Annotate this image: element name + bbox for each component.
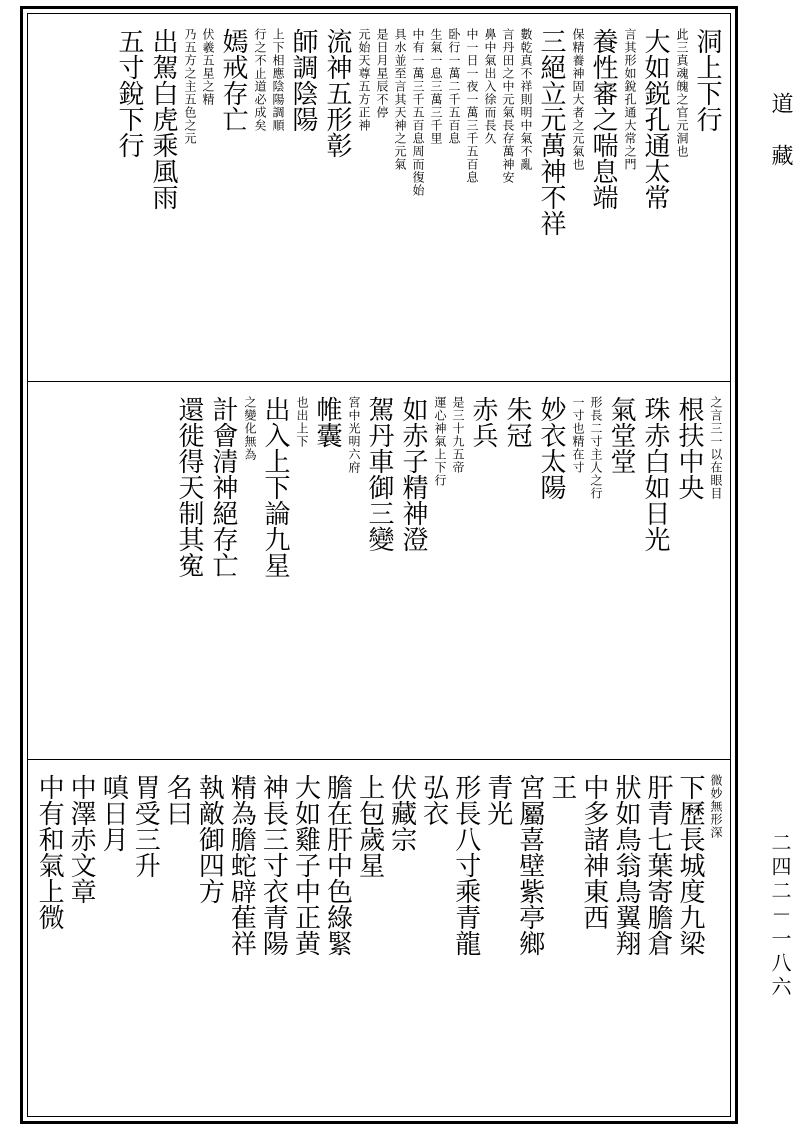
scripture-column: 三絕立元萬神不祥	[536, 28, 566, 236]
page-number: 二四二－一八六	[768, 832, 792, 1000]
text-register-bottom	[34, 774, 724, 1118]
scripture-column: 妙衣太陽	[536, 396, 566, 500]
collection-title: 道藏	[768, 92, 793, 196]
register-divider	[28, 759, 730, 760]
scripture-column: 養性審之喘息端	[588, 28, 618, 210]
scripture-column: 下歷長城度九梁	[675, 774, 706, 956]
scripture-column: 胃受三升	[130, 774, 161, 878]
scripture-column: 計會清神絕存亡	[208, 396, 238, 578]
commentary-column: 保精養神固大者之元氣也	[571, 28, 585, 171]
scripture-column: 大如雞子中正黄	[290, 774, 321, 956]
scripture-column: 肝青七葉寄膽倉	[642, 774, 673, 956]
commentary-column: 之變化無為	[243, 396, 257, 461]
commentary-column: 是日月星辰不停	[375, 28, 389, 119]
register-divider	[28, 381, 730, 382]
scripture-column: 弘衣	[418, 774, 449, 826]
scripture-column: 王	[546, 774, 577, 800]
scripture-column: 伏藏宗	[386, 774, 417, 852]
commentary-column: 形長二寸主人之行	[589, 396, 603, 500]
scripture-column: 狀如鳥翁鳥翼翔	[610, 774, 641, 956]
commentary-column: 鼻中氣出入徐而長久	[483, 28, 497, 145]
scripture-column: 流神五形彰	[322, 28, 352, 158]
scripture-column: 膽在肝中色綠緊	[322, 774, 353, 956]
commentary-column: 伏羲五星之精	[201, 28, 215, 106]
scripture-column: 氣堂堂	[606, 396, 636, 474]
scripture-column: 中澤赤文章	[66, 774, 97, 904]
scripture-column: 嫣戒存亡	[218, 28, 248, 132]
commentary-column: 也出上下	[295, 396, 309, 448]
commentary-column: 一寸也精在寸	[571, 396, 585, 474]
commentary-column: 元始天尊五方正神	[357, 28, 371, 132]
commentary-column: 宮中光明六府	[347, 396, 361, 474]
scripture-column: 出入上下論九星	[260, 396, 290, 578]
commentary-column: 言其形如銳孔通大常之門	[623, 28, 637, 171]
text-register-middle	[34, 396, 724, 752]
scripture-column: 神長三寸衣青陽	[258, 774, 289, 956]
scripture-column: 宮屬喜壁紫亭鄉	[514, 774, 545, 956]
page-frame	[20, 6, 738, 1124]
commentary-column: 乃五方之主五色之元	[183, 28, 197, 145]
scripture-column: 精為膽蛇辟萑祥	[226, 774, 257, 956]
scripture-column: 大如鋭孔通太常	[640, 28, 670, 210]
scripture-column: 師調陰陽	[288, 28, 318, 132]
commentary-column: 具水並至言其天神之元氣	[393, 28, 407, 171]
commentary-column: 上下相應陰陽調順	[271, 28, 285, 132]
commentary-column: 運心神氣上下行	[433, 396, 447, 487]
scripture-column: 出駕白虎乘風雨	[148, 28, 178, 210]
text-register-top	[34, 28, 724, 376]
scripture-column: 洞上下行	[692, 28, 722, 132]
scripture-column: 形長八寸乘青龍	[450, 774, 481, 956]
commentary-column: 中有一萬三千五百息周而復始	[411, 28, 425, 197]
commentary-column: 卧行一萬二千五百息	[447, 28, 461, 145]
scripture-column: 執敵御四方	[194, 774, 225, 904]
commentary-column: 此三真魂魄之官元洞也	[675, 28, 689, 158]
scripture-column: 珠赤白如日光	[640, 396, 670, 552]
commentary-column: 中一日一夜一萬三千五百息	[465, 28, 479, 184]
scripture-column: 朱冠	[502, 396, 532, 448]
scripture-column: 如赤子精神澄	[398, 396, 428, 552]
commentary-column: 之言三一以在眼目	[709, 396, 723, 500]
commentary-column: 是三十九五帝	[451, 396, 465, 474]
commentary-column: 微妙無形深	[709, 774, 723, 839]
commentary-column: 行之不止道必成矣	[253, 28, 267, 132]
scripture-column: 上包歲星	[354, 774, 385, 878]
scripture-column: 中有和氣上微	[34, 774, 65, 930]
scripture-column: 青光	[482, 774, 513, 826]
scripture-column: 中多諸神東西	[578, 774, 609, 930]
scripture-column: 嗔日月	[98, 774, 129, 852]
commentary-column: 數乾真不祥則明中氣不亂	[519, 28, 533, 171]
scripture-column: 赤兵	[468, 396, 498, 448]
scripture-column: 駕丹車御三變	[364, 396, 394, 552]
scripture-column: 名曰	[162, 774, 193, 826]
commentary-column: 言丹田之中元氣長存萬神安	[501, 28, 515, 184]
scripture-column: 還徙得天制其寃	[174, 396, 204, 578]
scripture-column: 五寸銳下行	[114, 28, 144, 158]
commentary-column: 生氣一息三萬三千里	[429, 28, 443, 145]
scripture-column: 根扶中央	[674, 396, 704, 500]
scripture-column: 帷囊	[312, 396, 342, 448]
page-inner-border	[27, 13, 731, 1117]
